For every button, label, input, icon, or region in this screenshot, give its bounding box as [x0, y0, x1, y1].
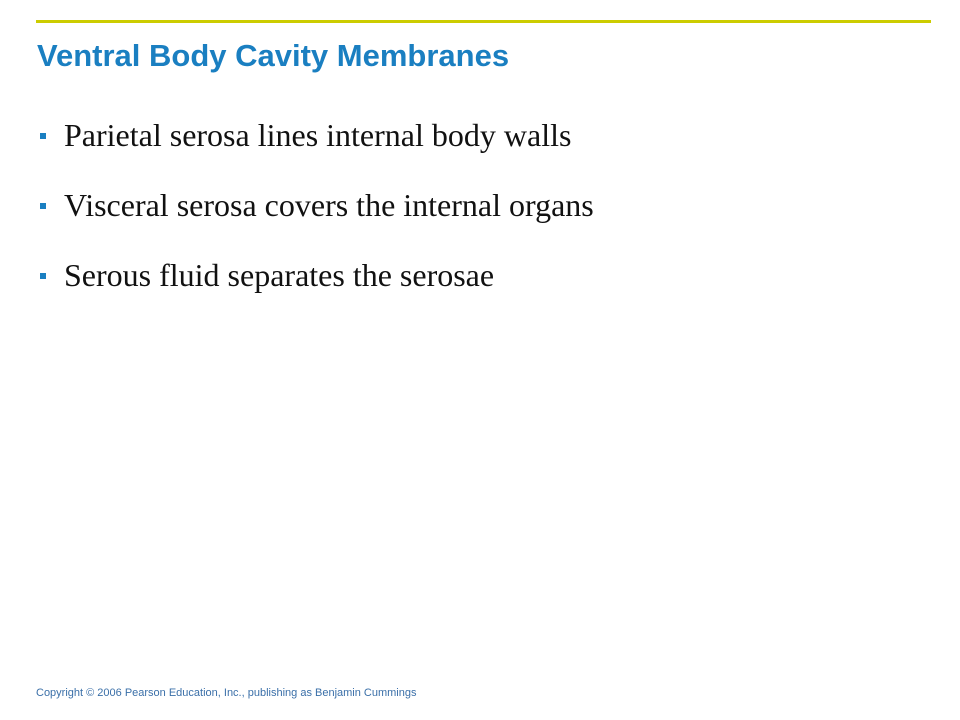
square-bullet-icon [40, 273, 46, 279]
bullet-text: Parietal serosa lines internal body walls [64, 117, 572, 153]
top-divider-line [36, 20, 931, 23]
slide-title: Ventral Body Cavity Membranes [37, 38, 510, 73]
square-bullet-icon [40, 203, 46, 209]
bullet-item-3 [40, 252, 594, 322]
bullet-item-1 [40, 112, 594, 182]
bullet-text: Visceral serosa covers the internal organs [64, 187, 594, 223]
copyright-footer: Copyright © 2006 Pearson Education, Inc., publishing as Benjamin Cummings [36, 687, 417, 699]
bullet-list [40, 112, 594, 322]
bullet-text: Serous fluid separates the serosae [64, 257, 495, 293]
bullet-item-2 [40, 182, 594, 252]
square-bullet-icon [40, 133, 46, 139]
